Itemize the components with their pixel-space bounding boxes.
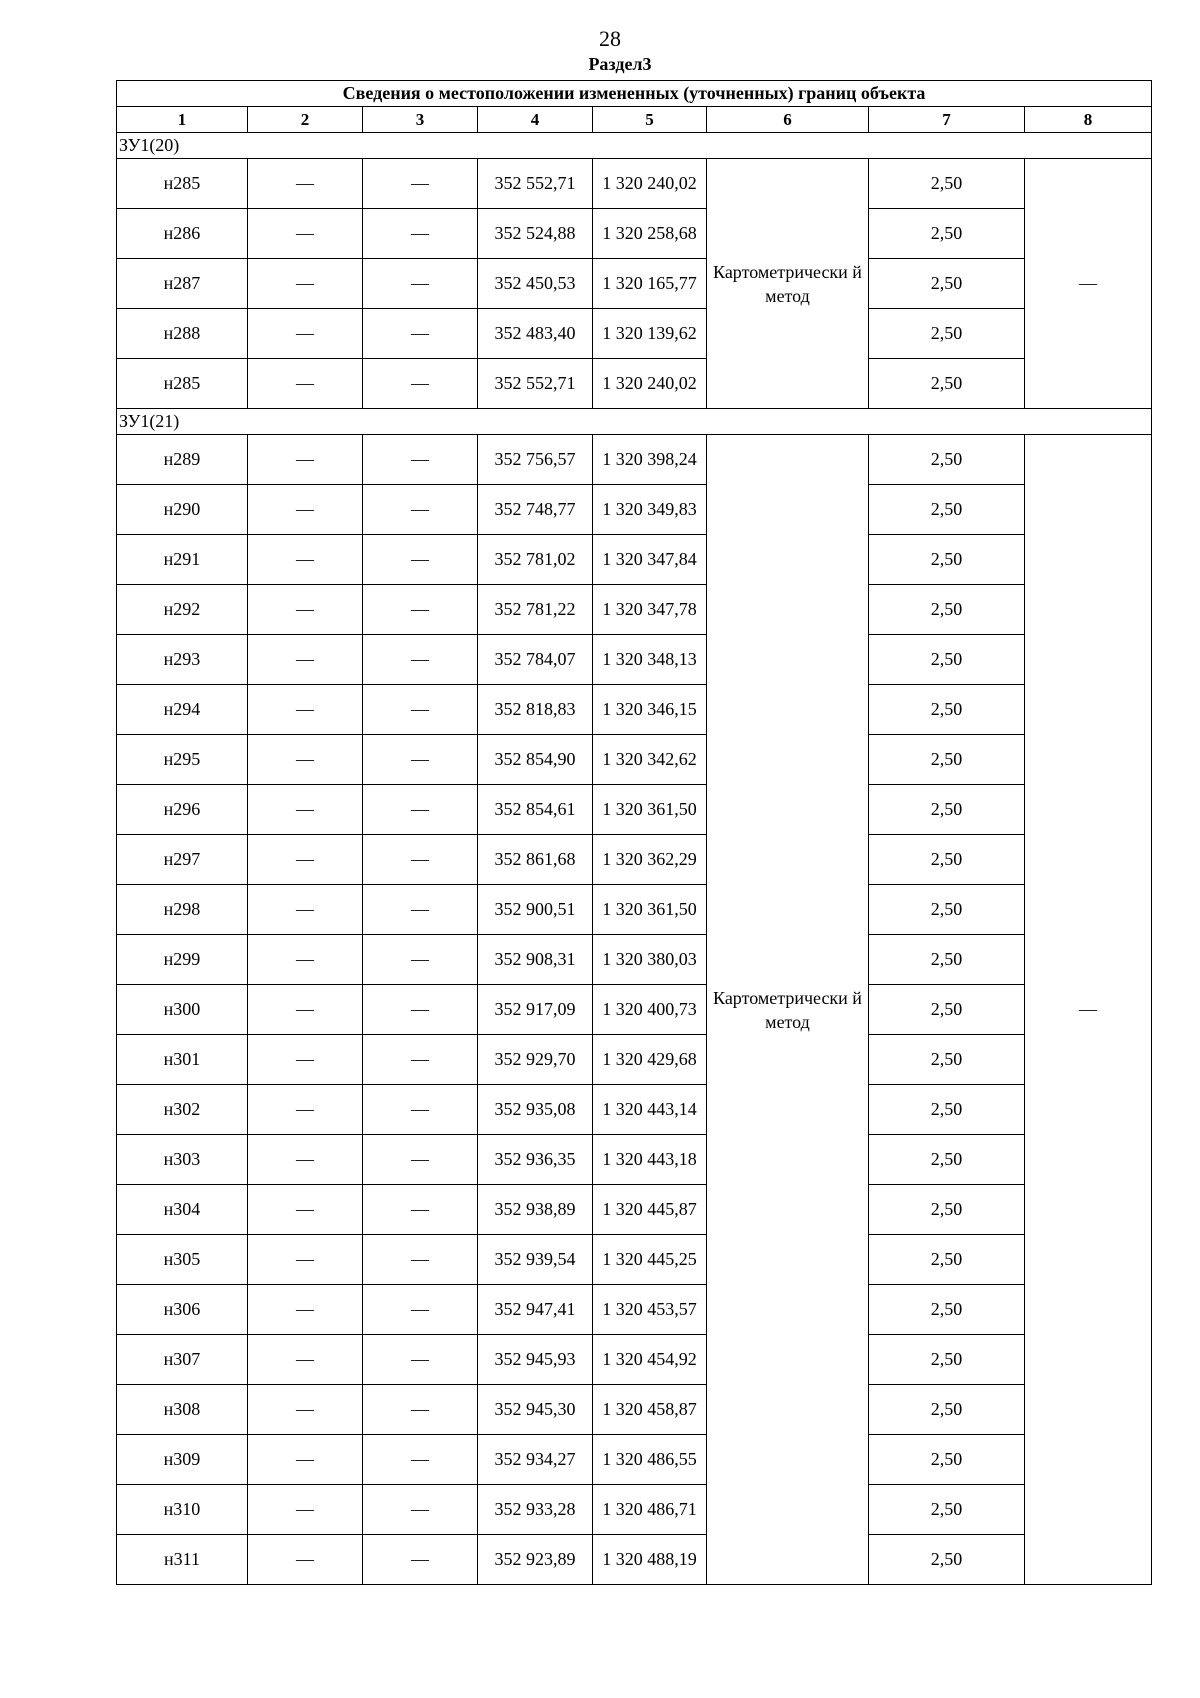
y-coordinate-cell: 1 320 454,92 [593,1335,707,1385]
table-row [117,735,1152,785]
accuracy-cell: 2,50 [869,1235,1025,1285]
table-row [117,1035,1152,1085]
col3-cell: — [363,359,478,409]
table-row [117,1235,1152,1285]
x-coordinate-cell: 352 923,89 [478,1535,593,1585]
table-row [117,485,1152,535]
y-coordinate-cell: 1 320 458,87 [593,1385,707,1435]
y-coordinate-cell: 1 320 486,55 [593,1435,707,1485]
col2-cell: — [248,259,363,309]
y-coordinate-cell: 1 320 347,84 [593,535,707,585]
point-name-cell: н302 [117,1085,248,1135]
y-coordinate-cell: 1 320 165,77 [593,259,707,309]
table-row [117,1535,1152,1585]
point-name-cell: н293 [117,635,248,685]
table-row [117,1485,1152,1535]
y-coordinate-cell: 1 320 342,62 [593,735,707,785]
table-row [117,1335,1152,1385]
col2-cell: — [248,1485,363,1535]
accuracy-cell: 2,50 [869,835,1025,885]
table-row [117,985,1152,1035]
x-coordinate-cell: 352 939,54 [478,1235,593,1285]
table-row [117,685,1152,735]
col3-cell: — [363,1035,478,1085]
x-coordinate-cell: 352 552,71 [478,159,593,209]
column-number: 3 [363,107,478,133]
point-name-cell: н309 [117,1435,248,1485]
col2-cell: — [248,485,363,535]
accuracy-cell: 2,50 [869,309,1025,359]
col2-cell: — [248,309,363,359]
accuracy-cell: 2,50 [869,1335,1025,1385]
section-title: Раздел3 [588,54,652,74]
table-row [117,1385,1152,1435]
col2-cell: — [248,785,363,835]
column-number: 7 [869,107,1025,133]
accuracy-cell: 2,50 [869,585,1025,635]
coordinates-table [116,80,1152,1585]
point-name-cell: н299 [117,935,248,985]
x-coordinate-cell: 352 945,30 [478,1385,593,1435]
col3-cell: — [363,435,478,485]
y-coordinate-cell: 1 320 380,03 [593,935,707,985]
point-name-cell: н304 [117,1185,248,1235]
x-coordinate-cell: 352 854,90 [478,735,593,785]
y-coordinate-cell: 1 320 361,50 [593,785,707,835]
point-name-cell: н305 [117,1235,248,1285]
accuracy-cell: 2,50 [869,1385,1025,1435]
x-coordinate-cell: 352 854,61 [478,785,593,835]
table-row [117,1185,1152,1235]
col3-cell: — [363,1185,478,1235]
accuracy-cell: 2,50 [869,885,1025,935]
point-name-cell: н310 [117,1485,248,1535]
column-number: 4 [478,107,593,133]
accuracy-cell: 2,50 [869,435,1025,485]
accuracy-cell: 2,50 [869,1185,1025,1235]
col3-cell: — [363,1085,478,1135]
col3-cell: — [363,735,478,785]
col3-cell: — [363,685,478,735]
x-coordinate-cell: 352 947,41 [478,1285,593,1335]
accuracy-cell: 2,50 [869,785,1025,835]
x-coordinate-cell: 352 900,51 [478,885,593,935]
point-name-cell: н286 [117,209,248,259]
y-coordinate-cell: 1 320 488,19 [593,1535,707,1585]
table-row [117,159,1152,209]
table-row [117,1435,1152,1485]
table-row [117,209,1152,259]
table-row [117,585,1152,635]
accuracy-cell: 2,50 [869,259,1025,309]
col2-cell: — [248,1335,363,1385]
point-name-cell: н295 [117,735,248,785]
y-coordinate-cell: 1 320 445,87 [593,1185,707,1235]
table-caption: Сведения о местоположении измененных (уточненных) границ объекта [117,81,1152,107]
point-name-cell: н291 [117,535,248,585]
col3-cell: — [363,1485,478,1535]
accuracy-cell: 2,50 [869,985,1025,1035]
group-label: ЗУ1(20) [117,133,1152,159]
table-row [117,435,1152,485]
accuracy-cell: 2,50 [869,1085,1025,1135]
col2-cell: — [248,1435,363,1485]
table-row [117,885,1152,935]
accuracy-cell: 2,50 [869,159,1025,209]
y-coordinate-cell: 1 320 258,68 [593,209,707,259]
col3-cell: — [363,835,478,885]
accuracy-cell: 2,50 [869,935,1025,985]
col3-cell: — [363,209,478,259]
point-name-cell: н296 [117,785,248,835]
x-coordinate-cell: 352 781,02 [478,535,593,585]
point-name-cell: н301 [117,1035,248,1085]
table-row [117,309,1152,359]
x-coordinate-cell: 352 861,68 [478,835,593,885]
accuracy-cell: 2,50 [869,1285,1025,1335]
y-coordinate-cell: 1 320 347,78 [593,585,707,635]
col3-cell: — [363,885,478,935]
col2-cell: — [248,1235,363,1285]
x-coordinate-cell: 352 933,28 [478,1485,593,1535]
accuracy-cell: 2,50 [869,685,1025,735]
point-name-cell: н285 [117,359,248,409]
point-name-cell: н307 [117,1335,248,1385]
column-number: 5 [593,107,707,133]
x-coordinate-cell: 352 935,08 [478,1085,593,1135]
table-body [117,81,1152,1585]
col3-cell: — [363,635,478,685]
col8-cell: — [1025,159,1152,409]
col3-cell: — [363,935,478,985]
x-coordinate-cell: 352 945,93 [478,1335,593,1385]
accuracy-cell: 2,50 [869,635,1025,685]
table-caption-row [117,81,1152,107]
x-coordinate-cell: 352 748,77 [478,485,593,535]
point-name-cell: н290 [117,485,248,535]
col3-cell: — [363,535,478,585]
y-coordinate-cell: 1 320 429,68 [593,1035,707,1085]
accuracy-cell: 2,50 [869,209,1025,259]
col2-cell: — [248,535,363,585]
point-name-cell: н300 [117,985,248,1035]
y-coordinate-cell: 1 320 348,13 [593,635,707,685]
col2-cell: — [248,935,363,985]
y-coordinate-cell: 1 320 240,02 [593,159,707,209]
col2-cell: — [248,735,363,785]
x-coordinate-cell: 352 936,35 [478,1135,593,1185]
x-coordinate-cell: 352 929,70 [478,1035,593,1085]
point-name-cell: н285 [117,159,248,209]
table-row [117,1135,1152,1185]
col3-cell: — [363,1335,478,1385]
method-cell: Картометрически й метод [707,159,869,409]
column-number: 6 [707,107,869,133]
col3-cell: — [363,785,478,835]
group-header-row [117,409,1152,435]
x-coordinate-cell: 352 756,57 [478,435,593,485]
table-row [117,259,1152,309]
table-row [117,359,1152,409]
x-coordinate-cell: 352 908,31 [478,935,593,985]
method-cell: Картометрически й метод [707,435,869,1585]
accuracy-cell: 2,50 [869,735,1025,785]
col2-cell: — [248,159,363,209]
x-coordinate-cell: 352 784,07 [478,635,593,685]
col3-cell: — [363,1385,478,1435]
column-number: 1 [117,107,248,133]
point-name-cell: н297 [117,835,248,885]
col2-cell: — [248,885,363,935]
point-name-cell: н292 [117,585,248,635]
x-coordinate-cell: 352 781,22 [478,585,593,635]
table-row [117,1085,1152,1135]
col3-cell: — [363,485,478,535]
col3-cell: — [363,1285,478,1335]
col2-cell: — [248,1185,363,1235]
col2-cell: — [248,1535,363,1585]
y-coordinate-cell: 1 320 349,83 [593,485,707,535]
y-coordinate-cell: 1 320 443,14 [593,1085,707,1135]
column-number: 2 [248,107,363,133]
col2-cell: — [248,435,363,485]
y-coordinate-cell: 1 320 361,50 [593,885,707,935]
col8-cell: — [1025,435,1152,1585]
point-name-cell: н294 [117,685,248,735]
y-coordinate-cell: 1 320 445,25 [593,1235,707,1285]
col2-cell: — [248,1035,363,1085]
group-header-row [117,133,1152,159]
y-coordinate-cell: 1 320 240,02 [593,359,707,409]
table-row [117,785,1152,835]
point-name-cell: н298 [117,885,248,935]
x-coordinate-cell: 352 483,40 [478,309,593,359]
col3-cell: — [363,259,478,309]
accuracy-cell: 2,50 [869,1535,1025,1585]
group-label: ЗУ1(21) [117,409,1152,435]
table-row [117,935,1152,985]
col2-cell: — [248,1285,363,1335]
col3-cell: — [363,159,478,209]
point-name-cell: н288 [117,309,248,359]
table-row [117,835,1152,885]
y-coordinate-cell: 1 320 139,62 [593,309,707,359]
col3-cell: — [363,1135,478,1185]
point-name-cell: н289 [117,435,248,485]
col3-cell: — [363,985,478,1035]
col3-cell: — [363,1435,478,1485]
col2-cell: — [248,209,363,259]
x-coordinate-cell: 352 524,88 [478,209,593,259]
col2-cell: — [248,1135,363,1185]
y-coordinate-cell: 1 320 486,71 [593,1485,707,1535]
table-row [117,535,1152,585]
x-coordinate-cell: 352 917,09 [478,985,593,1035]
accuracy-cell: 2,50 [869,1135,1025,1185]
col2-cell: — [248,985,363,1035]
column-number-row [117,107,1152,133]
x-coordinate-cell: 352 818,83 [478,685,593,735]
col2-cell: — [248,359,363,409]
accuracy-cell: 2,50 [869,359,1025,409]
column-number: 8 [1025,107,1152,133]
y-coordinate-cell: 1 320 400,73 [593,985,707,1035]
col3-cell: — [363,585,478,635]
col2-cell: — [248,685,363,735]
accuracy-cell: 2,50 [869,1035,1025,1085]
y-coordinate-cell: 1 320 362,29 [593,835,707,885]
col3-cell: — [363,1535,478,1585]
y-coordinate-cell: 1 320 398,24 [593,435,707,485]
col2-cell: — [248,835,363,885]
x-coordinate-cell: 352 552,71 [478,359,593,409]
col3-cell: — [363,309,478,359]
y-coordinate-cell: 1 320 443,18 [593,1135,707,1185]
col2-cell: — [248,635,363,685]
table-row [117,635,1152,685]
accuracy-cell: 2,50 [869,485,1025,535]
y-coordinate-cell: 1 320 346,15 [593,685,707,735]
page-number: 28 [599,26,621,51]
x-coordinate-cell: 352 938,89 [478,1185,593,1235]
point-name-cell: н303 [117,1135,248,1185]
col3-cell: — [363,1235,478,1285]
point-name-cell: н311 [117,1535,248,1585]
col2-cell: — [248,1385,363,1435]
y-coordinate-cell: 1 320 453,57 [593,1285,707,1335]
x-coordinate-cell: 352 450,53 [478,259,593,309]
point-name-cell: н306 [117,1285,248,1335]
table-row [117,1285,1152,1335]
col2-cell: — [248,585,363,635]
accuracy-cell: 2,50 [869,1485,1025,1535]
col2-cell: — [248,1085,363,1135]
accuracy-cell: 2,50 [869,535,1025,585]
point-name-cell: н308 [117,1385,248,1435]
accuracy-cell: 2,50 [869,1435,1025,1485]
point-name-cell: н287 [117,259,248,309]
x-coordinate-cell: 352 934,27 [478,1435,593,1485]
